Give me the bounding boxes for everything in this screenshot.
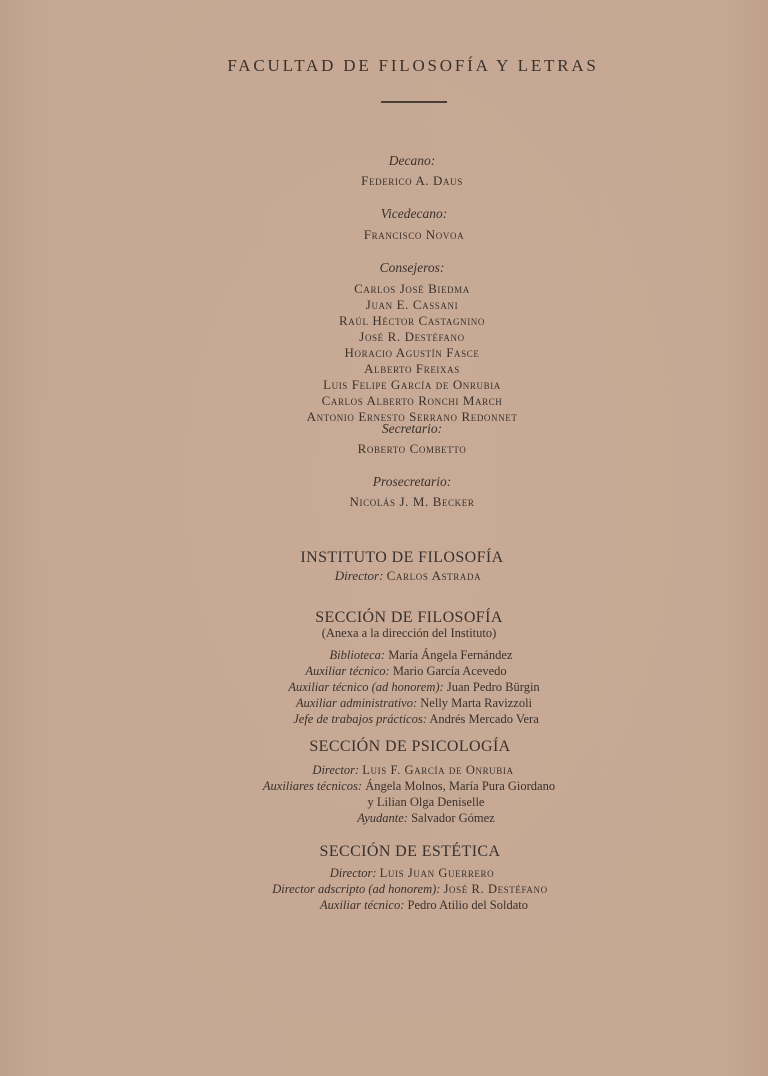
director-label: Director: [334,568,384,583]
aesthetics-adscript [26,882,768,897]
staff-row [30,696,768,711]
staff-role: Auxiliar administrativo: [295,696,418,710]
assistants-names: Ángela Molnos, María Pura Giordano [365,779,556,793]
councillors-label: Consejeros: [379,260,445,275]
faculty-heading: FACULTAD DE FILOSOFÍA Y LETRAS [227,56,599,75]
councillor-name: José R. Destéfano [359,329,465,344]
councillor-name: Carlos Alberto Ronchi March [321,393,503,408]
adscript-label: Director adscripto (ad honorem): [272,882,441,896]
vicedean-label: Vicedecano: [380,206,448,221]
secretary-label: Secretario: [381,421,443,436]
section-philosophy-subtitle: (Anexa a la dirección del Instituto) [321,626,497,640]
prosecretary-label: Prosecretario: [372,474,452,489]
councillor-name: Horacio Agustín Fasce [344,345,480,360]
staff-role: Auxiliar técnico: [305,664,390,678]
assistants-label: Auxiliares técnicos: [262,779,363,793]
aesthetics-assistant [40,898,768,913]
prosecretary-name: Nicolás J. M. Becker [349,494,475,509]
councillor-name: Luis Felipe García de Onrubia [323,377,501,392]
staff-name: Mario García Acevedo [392,664,507,678]
section-aesthetics-title: SECCIÓN DE ESTÉTICA [319,843,501,860]
secretary-name: Roberto Combetto [357,441,467,456]
staff-role: Biblioteca: [329,648,386,662]
staff-row [32,712,768,727]
councillor-name: Carlos José Biedma [354,281,470,296]
psychology-director [29,763,768,778]
helper-label: Ayudante: [357,811,408,825]
section-psychology-title: SECCIÓN DE PSICOLOGÍA [309,738,511,755]
heading-rule [381,101,447,103]
director-label: Director: [312,763,360,777]
director-label: Director: [329,866,377,880]
staff-row [37,648,768,663]
assistant-label: Auxiliar técnico: [320,898,405,912]
staff-name: María Ángela Fernández [388,648,513,662]
dean-name: Federico A. Daus [361,173,463,188]
staff-name: Juan Pedro Bürgin [446,680,540,694]
psychology-helper [42,811,768,826]
staff-role: Auxiliar técnico (ad honorem): [288,680,444,694]
helper-name: Salvador Gómez [411,811,495,825]
institute-title: INSTITUTO DE FILOSOFÍA [300,549,504,566]
councillor-name: Alberto Freixas [364,361,460,376]
director-name: Luis F. García de Onrubia [362,763,514,777]
institute-director [24,568,768,584]
staff-row [30,680,768,695]
staff-name: Nelly Marta Ravizzoli [420,696,533,710]
staff-role: Jefe de trabajos prácticos: [293,712,427,726]
director-name: Carlos Astrada [386,568,482,583]
aesthetics-director [28,866,768,881]
councillor-name: Juan E. Cassani [365,297,459,312]
psychology-assistants [25,779,768,794]
vicedean-name: Francisco Novoa [363,227,465,242]
section-philosophy-title: SECCIÓN DE FILOSOFÍA [315,609,503,626]
staff-row [22,664,768,679]
director-name: Luis Juan Guerrero [379,866,495,880]
psychology-assistants-cont: y Lilian Olga Deniselle [367,795,485,809]
dean-label: Decano: [388,153,436,168]
staff-name: Andrés Mercado Vera [429,712,539,726]
councillor-name: Raúl Héctor Castagnino [338,313,486,328]
councillor-name: Antonio Ernesto Serrano Redonnet [306,409,518,424]
assistant-name: Pedro Atilio del Soldato [407,898,528,912]
adscript-name: José R. Destéfano [443,882,548,896]
